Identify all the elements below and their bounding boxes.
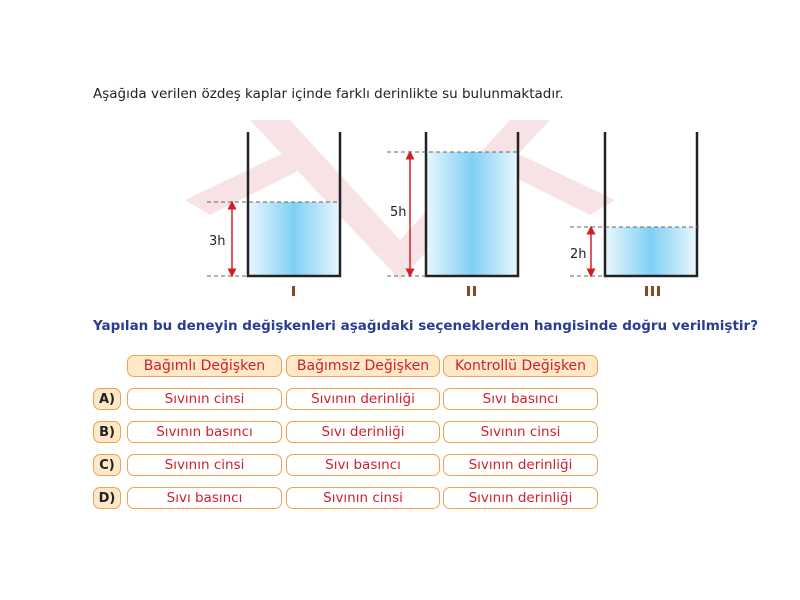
option-d-dependent[interactable]: Sıvı basıncı	[127, 487, 282, 509]
option-d-letter[interactable]: D)	[93, 487, 121, 509]
option-d-controlled[interactable]: Sıvının derinliği	[443, 487, 598, 509]
option-a-independent[interactable]: Sıvının derinliği	[286, 388, 440, 410]
roman-1	[292, 286, 295, 296]
option-d-independent[interactable]: Sıvının cinsi	[286, 487, 440, 509]
roman-3	[645, 286, 660, 296]
roman-2	[467, 286, 476, 296]
intro-text: Aşağıda verilen özdeş kaplar içinde farklı derinlikte su bulunmaktadır.	[93, 86, 564, 102]
option-a-controlled[interactable]: Sıvı basıncı	[443, 388, 598, 410]
option-c-dependent[interactable]: Sıvının cinsi	[127, 454, 282, 476]
option-a-letter[interactable]: A)	[93, 388, 121, 410]
header-controlled: Kontrollü Değişken	[443, 355, 598, 377]
water-2	[426, 152, 518, 276]
header-dependent: Bağımlı Değişken	[127, 355, 282, 377]
header-independent: Bağımsız Değişken	[286, 355, 440, 377]
option-b-letter[interactable]: B)	[93, 421, 121, 443]
water-3	[605, 227, 697, 276]
option-b-independent[interactable]: Sıvı derinliği	[286, 421, 440, 443]
water-1	[248, 202, 340, 276]
option-c-controlled[interactable]: Sıvının derinliği	[443, 454, 598, 476]
option-b-dependent[interactable]: Sıvının basıncı	[127, 421, 282, 443]
option-b-controlled[interactable]: Sıvının cinsi	[443, 421, 598, 443]
question-text: Yapılan bu deneyin değişkenleri aşağıdaki seçeneklerden hangisinde doğru verilmiştir?	[93, 318, 759, 334]
depth-label-1: 3h	[209, 234, 226, 249]
depth-label-3: 2h	[570, 247, 587, 262]
option-c-letter[interactable]: C)	[93, 454, 121, 476]
option-c-independent[interactable]: Sıvı basıncı	[286, 454, 440, 476]
depth-label-2: 5h	[390, 205, 407, 220]
option-a-dependent[interactable]: Sıvının cinsi	[127, 388, 282, 410]
